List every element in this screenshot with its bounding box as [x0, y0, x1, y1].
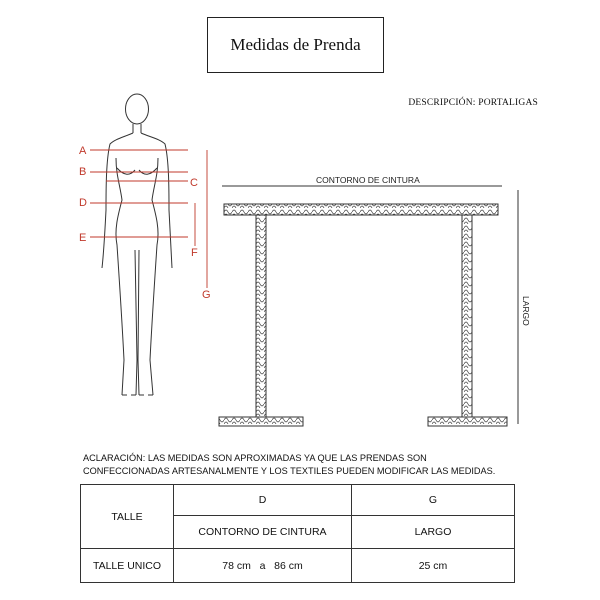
size-value: TALLE UNICO [81, 549, 174, 583]
marker-a: A [79, 145, 87, 157]
waist-value: 78 cm a 86 cm [174, 549, 352, 583]
disclaimer-note: ACLARACIÓN: LAS MEDIDAS SON APROXIMADAS YA QUE LAS PRENDAS SON CONFECCIONADAS ARTESANALMENTE Y LOS TEXTILES PUEDEN MODIFICAR LAS MEDIDAS. [83, 453, 496, 476]
size-table [80, 484, 515, 583]
length-dimension-label: LARGO [521, 296, 531, 326]
left-strap [256, 215, 266, 417]
col-g-label: LARGO [352, 516, 515, 549]
marker-c: C [190, 177, 198, 189]
right-foot [428, 417, 507, 426]
left-foot [219, 417, 303, 426]
size-header-cell: TALLE [81, 485, 174, 549]
col-g-code: G [352, 485, 515, 516]
col-d-label: CONTORNO DE CINTURA [174, 516, 352, 549]
waist-dimension-label: CONTORNO DE CINTURA [316, 175, 420, 185]
measure-verticals [195, 150, 207, 288]
marker-f: F [191, 247, 198, 259]
col-d-code: D [174, 485, 352, 516]
length-value: 25 cm [352, 549, 515, 583]
table-row [81, 549, 515, 583]
page-title: Medidas de Prenda [207, 17, 384, 73]
garment-description: DESCRIPCIÓN: PORTALIGAS [408, 98, 538, 108]
marker-d: D [79, 197, 87, 209]
body-silhouette [102, 94, 172, 395]
marker-b: B [79, 166, 87, 178]
marker-g: G [202, 289, 211, 301]
waistband [224, 204, 498, 215]
garment-drawing [219, 175, 531, 426]
measure-lines [90, 150, 188, 237]
marker-e: E [79, 232, 87, 244]
right-strap [462, 215, 472, 417]
